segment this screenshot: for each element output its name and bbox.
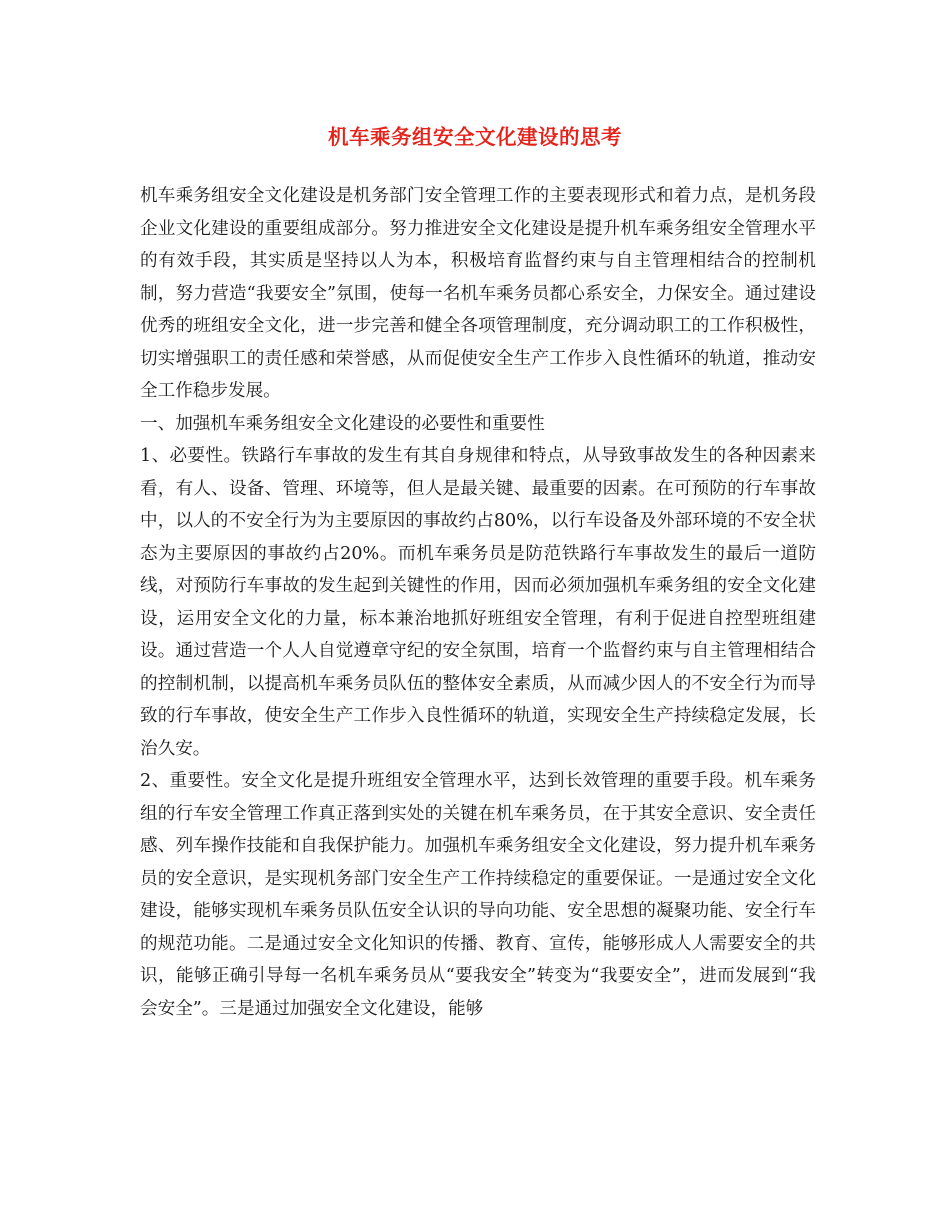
intro-paragraph: 机车乘务组安全文化建设是机务部门安全管理工作的主要表现形式和着力点，是机务段企业文化建设的重要组成部分。努力推进安全文化建设是提升机车乘务组安全管理水平的有效手段，其实质是坚持以人为本，积极培育监督约束与自主管理相结合的控制机制，努力营造“我要安全”氛围，使每一名机车乘务员都心系安全，力保安全。通过建设优秀的班组安全文化，进一步完善和健全各项管理制度，充分调动职工的工作积极性，切实增强职工的责任感和荣誉感，从而促使安全生产工作步入良性循环的轨道，推动安全工作稳步发展。 bbox=[140, 186, 816, 401]
importance-paragraph: 2、重要性。安全文化是提升班组安全管理水平，达到长效管理的重要手段。机车乘务组的行车安全管理工作真正落到实处的关键在机车乘务员，在于其安全意识、安全责任感、列车操作技能和自我保护能力。加强机车乘务组安全文化建设，努力提升机车乘务员的安全意识，是实现机务部门安全生产工作持续稳定的重要保证。一是通过安全文化建设，能够实现机车乘务员队伍安全认识的导向功能、安全思想的凝聚功能、安全行车的规范功能。二是通过安全文化知识的传播、教育、宣传，能够形成人人需要安全的共识，能够正确引导每一名机车乘务员从“要我安全”转变为“我要安全”，进而发展到“我会安全”。三是通过加强安全文化建设，能够 bbox=[140, 771, 816, 1019]
document-title: 机车乘务组安全文化建设的思考 bbox=[328, 125, 622, 149]
section-heading: 一、加强机车乘务组安全文化建设的必要性和重要性 bbox=[140, 413, 545, 434]
document-body bbox=[140, 180, 816, 1025]
necessity-paragraph: 1、必要性。铁路行车事故的发生有其自身规律和特点，从导致事故发生的各种因素来看，有人、设备、管理、环境等，但人是最关键、最重要的因素。在可预防的行车事故中，以人的不安全行为为主要原因的事故约占80%，以行车设备及外部环境的不安全状态为主要原因的事故约占20%。而机车乘务员是防范铁路行车事故发生的最后一道防线，对预防行车事故的发生起到关键性的作用，因而必须加强机车乘务组的安全文化建设，运用安全文化的力量，标本兼治地抓好班组安全管理，有利于促进自控型班组建设。通过营造一个人人自觉遵章守纪的安全氛围，培育一个监督约束与自主管理相结合的控制机制，以提高机车乘务员队伍的整体安全素质，从而减少因人的不安全行为而导致的行车事故，使安全生产工作步入良性循环的轨道，实现安全生产持续稳定发展，长治久安。 bbox=[140, 446, 816, 759]
